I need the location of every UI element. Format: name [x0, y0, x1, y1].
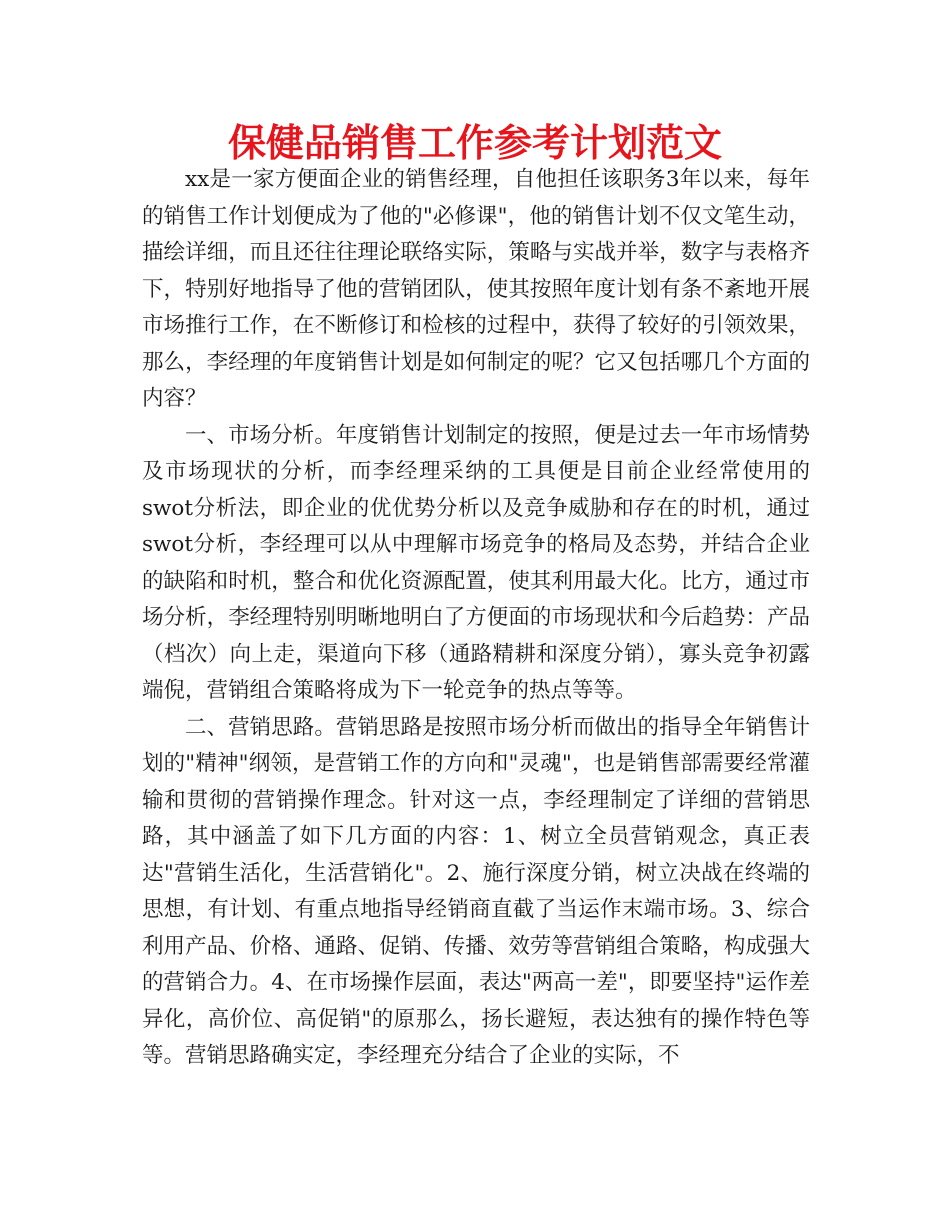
- document-body: [142, 162, 810, 1075]
- document-title: 保健品销售工作参考计划范文: [227, 121, 722, 165]
- paragraph-intro: xx是一家方便面企业的销售经理，自他担任该职务3年以来，每年的销售工作计划便成为了他的"必修课"，他的销售计划不仅文笔生动，描绘详细，而且还往往理论联络实际，策略与实战并举，数字与表格齐下，特别好地指导了他的营销团队，使其按照年度计划有条不紊地开展市场推行工作，在不断修订和检核的过程中，获得了较好的引领效果，那么，李经理的年度销售计划是如何制定的呢？它又包括哪几个方面的内容？: [142, 167, 810, 411]
- paragraph-marketing-ideas: 二、营销思路。营销思路是按照市场分析而做出的指导全年销售计划的"精神"纲领，是营销工作的方向和"灵魂"，也是销售部需要经常灌输和贯彻的营销操作理念。针对这一点，李经理制定了详细的营销思路，其中涵盖了如下几方面的内容：1、树立全员营销观念，真正表达"营销生活化，生活营销化"。2、施行深度分销，树立决战在终端的思想，有计划、有重点地指导经销商直截了当运作末端市场。3、综合利用产品、价格、通路、促销、传播、效劳等营销组合策略，构成强大的营销合力。4、在市场操作层面，表达"两高一差"，即要坚持"运作差异化，高价位、高促销"的原那么，扬长避短，表达独有的操作特色等等。营销思路确实定，李经理充分结合了企业的实际，不: [142, 714, 810, 1068]
- paragraph-market-analysis: 一、市场分析。年度销售计划制定的按照，便是过去一年市场情势及市场现状的分析，而李经理采纳的工具便是目前企业经常使用的swot分析法，即企业的优优势分析以及竞争威胁和存在的时机，通过swot分析，李经理可以从中理解市场竞争的格局及态势，并结合企业的缺陷和时机，整合和优化资源配置，使其利用最大化。比方，通过市场分析，李经理特别明晰地明白了方便面的市场现状和今后趋势：产品（档次）向上走，渠道向下移（通路精耕和深度分销），寡头竞争初露端倪，营销组合策略将成为下一轮竞争的热点等等。: [142, 422, 810, 703]
